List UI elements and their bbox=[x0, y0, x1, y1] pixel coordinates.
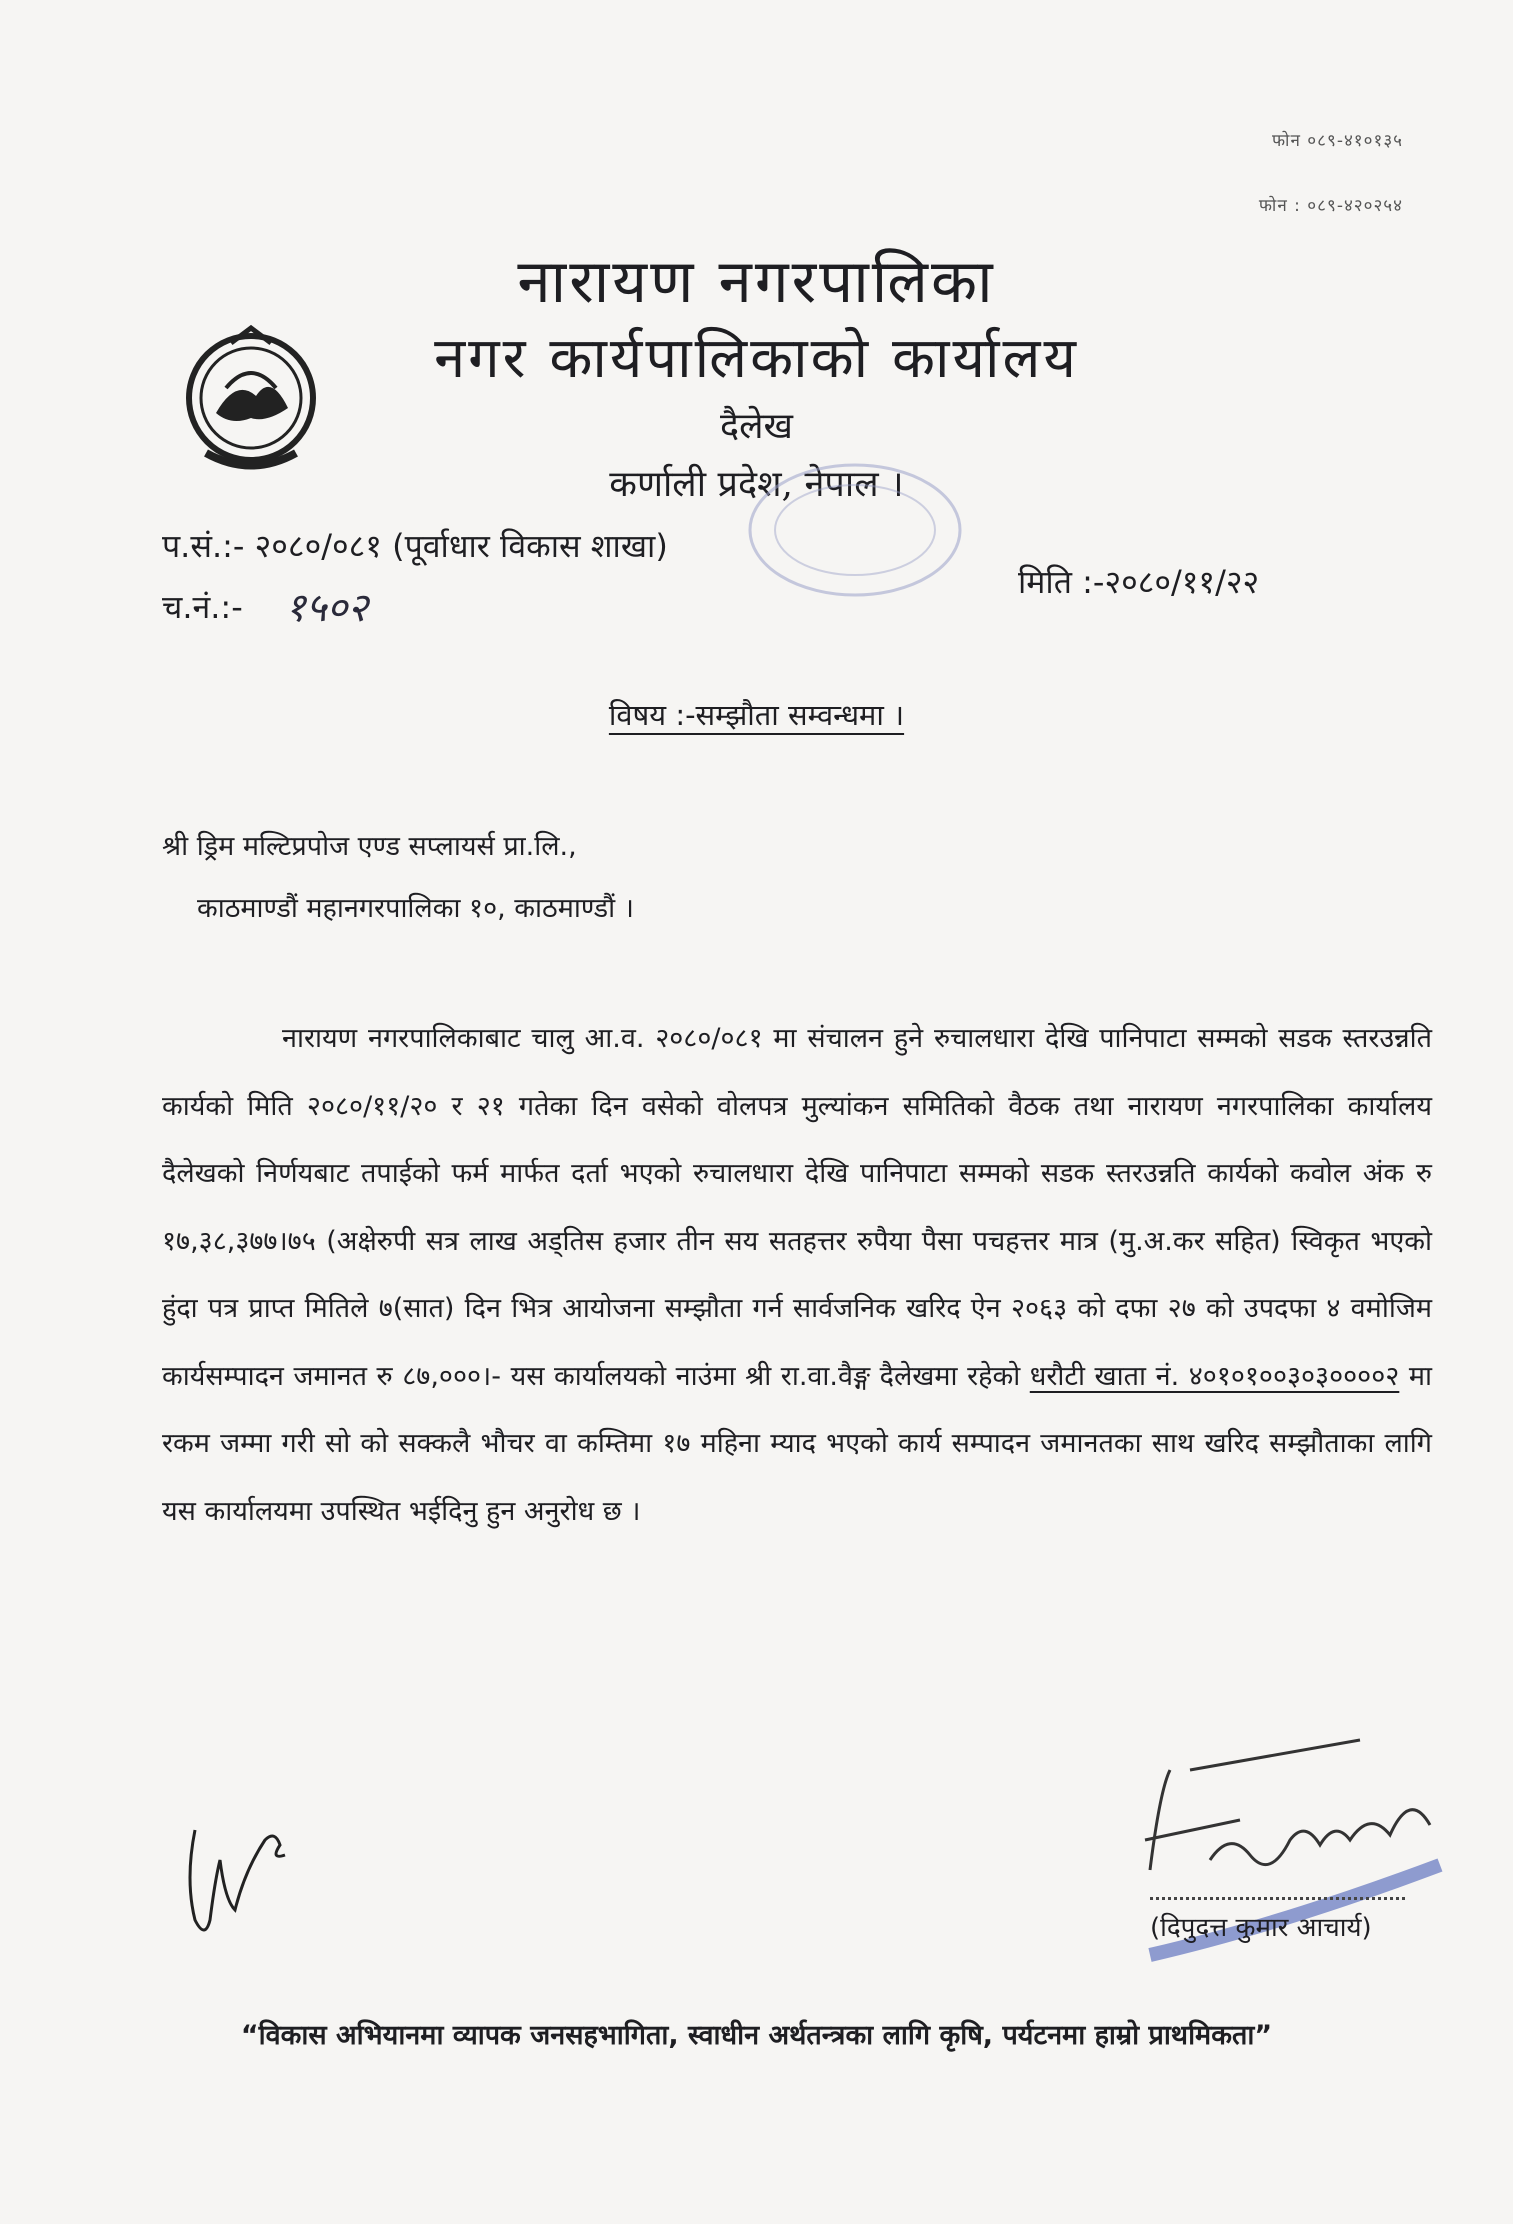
dispatch-number-value: १५०२ bbox=[285, 585, 369, 631]
office-name: नारायण नगरपालिका bbox=[517, 247, 996, 317]
initials-signature-icon bbox=[175, 1800, 315, 1950]
subject-text: विषय :-सम्झौता सम्वन्धमा । bbox=[608, 698, 905, 732]
body-text-part-2: मा रकम जम्मा गरी सो को सक्कलै भौचर वा कम्तिमा १७ महिना म्याद भएको कार्य सम्पादन जमानतका साथ खरिद सम्झौताका लागि यस कार्यालयमा उपस्थित भईदिनु हुन अनुरोध छ । bbox=[162, 1360, 1433, 1527]
signature-dotted-line bbox=[1150, 1897, 1405, 1900]
reference-number: प.सं.:- २०८०/०८१ (पूर्वाधार विकास शाखा) bbox=[162, 527, 668, 565]
office-seal-stamp-icon bbox=[740, 455, 970, 605]
letter-body bbox=[162, 1005, 1432, 1545]
deposit-account-number: धरौटी खाता नं. ४०१०१००३०३००००२ bbox=[1029, 1360, 1400, 1392]
office-province: कर्णाली प्रदेश, नेपाल । bbox=[609, 464, 904, 505]
addressee-line-1: श्री ड्रिम मल्टिप्रपोज एण्ड सप्लायर्स प्रा.लि., bbox=[162, 831, 577, 862]
phone-number-2: फोन : ०८९-४२०२५४ bbox=[1258, 196, 1403, 216]
office-body: नगर कार्यपालिकाको कार्यालय bbox=[434, 326, 1079, 391]
body-text-part-1: नारायण नगरपालिकाबाट चालु आ.व. २०८०/०८१ मा संचालन हुने रुचालधारा देखि पानिपाटा सम्मको सडक स्तरउन्नति कार्यको मिति २०८०/११/२० र २१ गतेका दिन वसेको वोलपत्र मुल्यांकन समितिको वैठक तथा नारायण नगरपालिका कार्यालय दैलेखको निर्णयबाट तपाईको फर्म मार्फत दर्ता भएको रुचालधारा देखि पानिपाटा सम्मको सडक स्तरउन्नति कार्यको कवोल अंक रु १७,३८,३७७।७५ (अक्षेरुपी सत्र लाख अड्तिस हजार तीन सय सतहत्तर रुपैया पैसा पचहत्तर मात्र (मु.अ.कर सहित) स्विकृत भएको हुंदा पत्र प्राप्त मितिले ७(सात) दिन भित्र आयोजना सम्झौता गर्न सार्वजनिक खरिद ऐन २०६३ को दफा २७ को उपदफा ४ वमोजिम कार्यसम्पादन जमानत रु ८७,०००।- यस कार्यालयको नाउंमा श्री रा.वा.वैङ्ग दैलेखमा रहेको bbox=[162, 1023, 1432, 1392]
phone-number-1: फोन ०८९-४१०१३५ bbox=[1271, 131, 1403, 151]
municipality-motto: “विकास अभियानमा व्यापक जनसहभागिता, स्वाधीन अर्थतन्त्रका लागि कृषि, पर्यटनमा हाम्रो प्राथमिकता” bbox=[240, 2020, 1273, 2051]
signer-name: (दिपुदत्त कुमार आचार्य) bbox=[1150, 1913, 1372, 1943]
addressee-line-2: काठमाण्डौं महानगरपालिका १०, काठमाण्डौं । bbox=[197, 893, 634, 924]
officer-designation-stamp-icon bbox=[1140, 1845, 1460, 1965]
dispatch-number-label: च.नं.:- bbox=[162, 588, 243, 626]
office-district: दैलेख bbox=[720, 406, 793, 447]
letter-subject bbox=[0, 695, 1513, 734]
letter-date: मिति :-२०८०/११/२२ bbox=[1018, 563, 1260, 601]
